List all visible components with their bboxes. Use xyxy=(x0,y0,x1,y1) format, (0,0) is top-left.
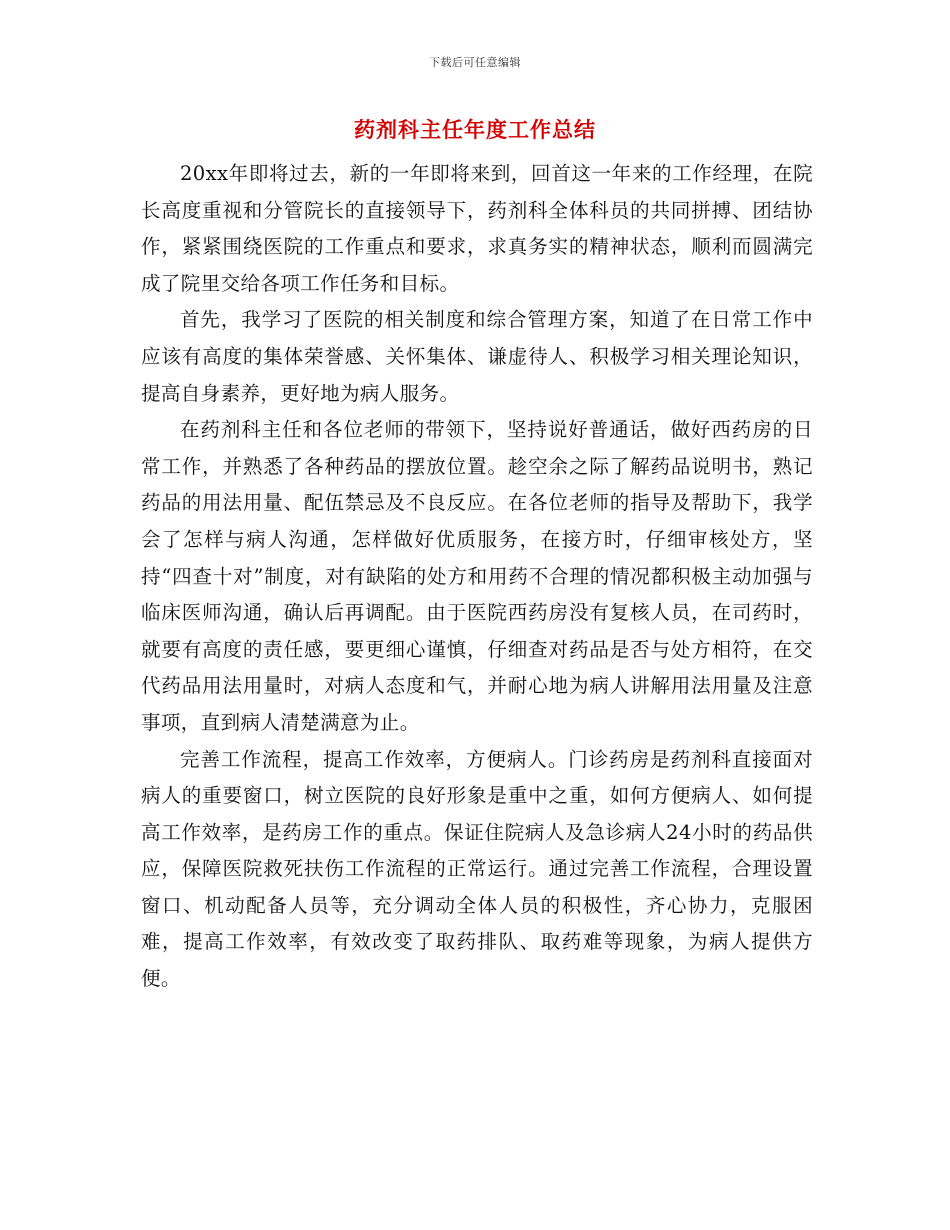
paragraph-1: 20xx年即将过去，新的一年即将来到，回首这一年来的工作经理，在院长高度重视和分管院长的直接领导下，药剂科全体科员的共同拼搏、团结协作，紧紧围绕医院的工作重点和要求，求真务实的精神状态，顺利而圆满完成了院里交给各项工作任务和目标。 xyxy=(141,162,813,295)
document-title: 药剂科主任年度工作总结 xyxy=(354,117,596,142)
paragraph-2: 首先，我学习了医院的相关制度和综合管理方案，知道了在日常工作中应该有高度的集体荣誉感、关怀集体、谦虚待人、积极学习相关理论知识，提高自身素养，更好地为病人服务。 xyxy=(141,308,813,405)
paragraph-4: 完善工作流程，提高工作效率，方便病人。门诊药房是药剂科直接面对病人的重要窗口，树立医院的良好形象是重中之重，如何方便病人、如何提高工作效率，是药房工作的重点。保证住院病人及急诊病人24小时的药品供应，保障医院救死扶伤工作流程的正常运行。通过完善工作流程，合理设置窗口、机动配备人员等，充分调动全体人员的积极性，齐心协力，克服困难，提高工作效率，有效改变了取药排队、取药难等现象，为病人提供方便。 xyxy=(141,747,813,991)
document-body xyxy=(141,156,813,998)
header-note: 下载后可任意编辑 xyxy=(429,56,521,69)
paragraph-3: 在药剂科主任和各位老师的带领下，坚持说好普通话，做好西药房的日常工作，并熟悉了各种药品的摆放位置。趁空余之际了解药品说明书，熟记药品的用法用量、配伍禁忌及不良反应。在各位老师的指导及帮助下，我学会了怎样与病人沟通，怎样做好优质服务，在接方时，仔细审核处方，坚持“四查十对”制度，对有缺陷的处方和用药不合理的情况都积极主动加强与临床医师沟通，确认后再调配。由于医院西药房没有复核人员，在司药时，就要有高度的责任感，要更细心谨慎，仔细查对药品是否与处方相符，在交代药品用法用量时，对病人态度和气，并耐心地为病人讲解用法用量及注意事项，直到病人清楚满意为止。 xyxy=(141,418,813,734)
